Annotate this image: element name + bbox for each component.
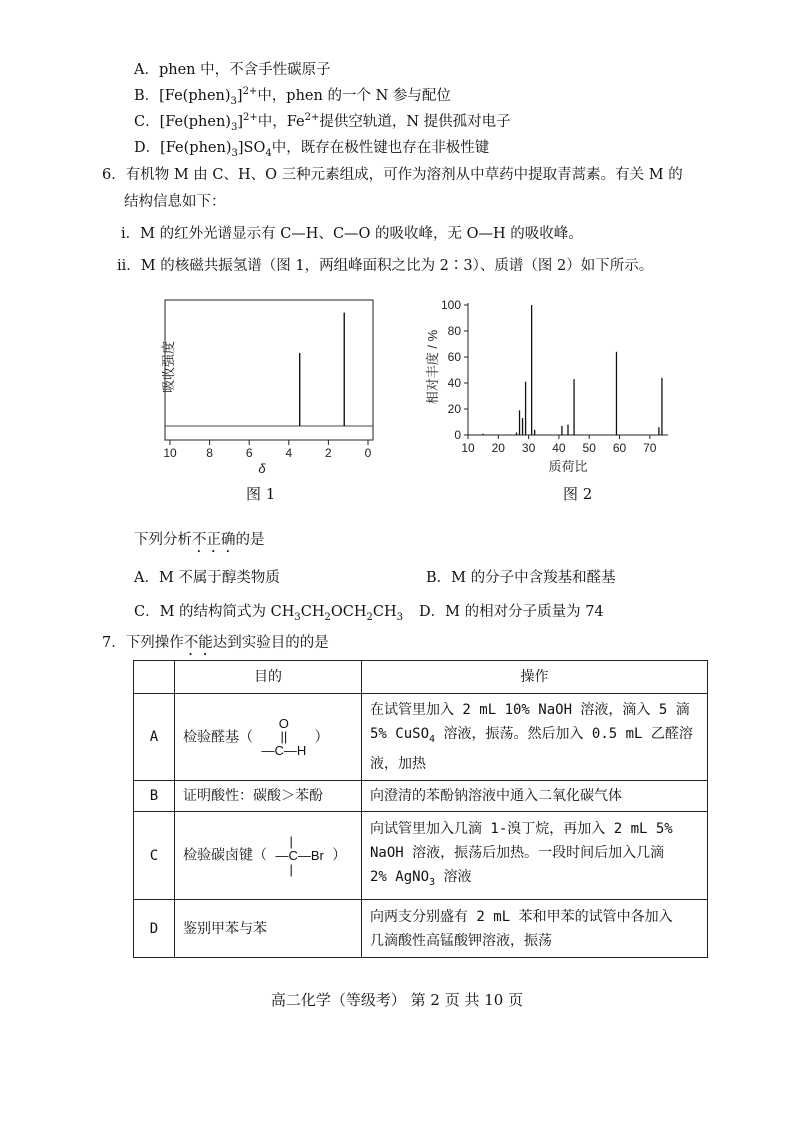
header-purpose: 目的 — [175, 661, 362, 694]
table-row — [134, 694, 708, 781]
q5-option-b: B．$[Fe(phen)_3]^{2+}$中，phen 的一个 N 参与配位 — [134, 86, 451, 107]
row-purpose: 证明酸性：碳酸＞苯酚 — [175, 781, 362, 812]
q7-stem: 7．下列操作不能达到实验目的的是 — [102, 635, 329, 651]
table-header-row — [134, 661, 708, 694]
nmr-xtick-label: 8 — [206, 446, 213, 460]
nmr-plot-frame — [165, 300, 373, 440]
carbon-halogen-bond-structure: | —C—Br | — [275, 834, 324, 877]
nmr-xtick-label: 6 — [245, 446, 253, 460]
table-row — [134, 812, 708, 900]
row-operation: 向两支分别盛有 2 mL 苯和甲苯的试管中各加入 几滴酸性高锰酸钾溶液，振荡 — [362, 900, 708, 958]
ms-ytick-label: 0 — [454, 428, 461, 442]
ms-xtick-label: 30 — [521, 441, 536, 455]
nmr-xtick-label: 4 — [285, 446, 293, 460]
aldehyde-group-structure: O || —C—H — [261, 715, 307, 758]
ms-xtick-label: 50 — [582, 441, 596, 455]
nmr-xtick-label: 2 — [325, 446, 332, 460]
ms-xtick-label: 10 — [461, 441, 475, 455]
q5-option-d: D．$[Fe(phen)_3]SO_4$中，既存在极性键也存在非极性键 — [134, 140, 490, 159]
row-letter: A — [134, 694, 175, 781]
ms-xtick-label: 70 — [643, 441, 657, 455]
row-purpose: 鉴别甲苯与苯 — [175, 900, 362, 958]
q6-option-a: A．M 不属于醇类物质 — [134, 570, 280, 586]
ms-xlabel: 质荷比 — [548, 459, 588, 474]
fig1-caption: 图 1 — [246, 485, 276, 503]
q6-option-d: D．M 的相对分子质量为 74 — [419, 604, 604, 620]
q5-option-c: C．$[Fe(phen)_3]^{2+}$中，$Fe^{2+}$提供空轨道，N 提供孤对电子 — [134, 112, 511, 133]
row-operation: 在试管里加入 2 mL 10% NaOH 溶液，滴入 5 滴 5% CuSO$_4$ 溶液，振荡。然后加入 0.5 mL 乙醛溶 液，加热 — [362, 694, 708, 781]
row-letter: D — [134, 900, 175, 958]
q6-option-b: B．M 的分子中含羧基和醛基 — [426, 570, 616, 586]
nmr-xtick-label: 10 — [163, 446, 177, 460]
row-operation: 向澄清的苯酚钠溶液中通入二氧化碳气体 — [362, 781, 708, 812]
ms-xtick-label: 60 — [612, 441, 627, 455]
row-purpose: 检验醛基（ O || —C—H ） — [175, 694, 362, 781]
q6-option-c: C．M 的结构简式为 $CH_3CH_2OCH_2CH_3$ — [134, 604, 404, 623]
ms-ytick-label: 20 — [447, 402, 461, 416]
q5-option-a: A．phen 中，不含手性碳原子 — [134, 62, 331, 78]
q6-info-i: i．M 的红外光谱显示有 C—H、C—O 的吸收峰，无 O—H 的吸收峰。 — [121, 226, 583, 242]
q6-info-ii: ii．M 的核磁共振氢谱（图 1，两组峰面积之比为 2∶3）、质谱（图 2）如下所示。 — [117, 258, 654, 274]
nmr-spectrum-chart — [150, 295, 390, 480]
table-row — [134, 781, 708, 812]
ms-xtick-label: 40 — [552, 441, 566, 455]
row-operation: 向试管里加入几滴 1-溴丁烷，再加入 2 mL 5% NaOH 溶液，振荡后加热。一段时间后加入几滴 2% AgNO$_3$ 溶液 — [362, 812, 708, 900]
header-operation: 操作 — [362, 661, 708, 694]
q6-question: 下列分析不正确的是 — [134, 532, 265, 548]
nmr-ylabel: 吸收强度 — [161, 340, 176, 394]
nmr-xtick-label: 0 — [364, 446, 372, 460]
row-letter: B — [134, 781, 175, 812]
q7-table — [133, 660, 708, 958]
header-blank — [134, 661, 175, 694]
page-footer: 高二化学（等级考） 第 2 页 共 10 页 — [270, 991, 524, 1009]
ms-xtick-label: 20 — [491, 441, 505, 455]
row-letter: C — [134, 812, 175, 900]
ms-ytick-label: 60 — [447, 350, 461, 364]
row-purpose: 检验碳卤键（ | —C—Br | ） — [175, 812, 362, 900]
ms-ylabel: 相对丰度 / % — [425, 329, 440, 405]
table-row — [134, 900, 708, 958]
q6-stem-line1: 6．有机物 M 由 C、H、O 三种元素组成，可作为溶剂从中草药中提取青蒿素。有关 M 的 — [102, 167, 683, 183]
ms-ytick-label: 40 — [447, 376, 461, 390]
ms-ytick-label: 80 — [447, 324, 461, 338]
fig2-caption: 图 2 — [563, 485, 593, 503]
ms-ytick-label: 100 — [440, 298, 461, 312]
q6-stem-line2: 结构信息如下： — [124, 194, 226, 210]
mass-spectrum-chart — [425, 295, 675, 480]
nmr-xlabel: δ — [258, 461, 266, 476]
